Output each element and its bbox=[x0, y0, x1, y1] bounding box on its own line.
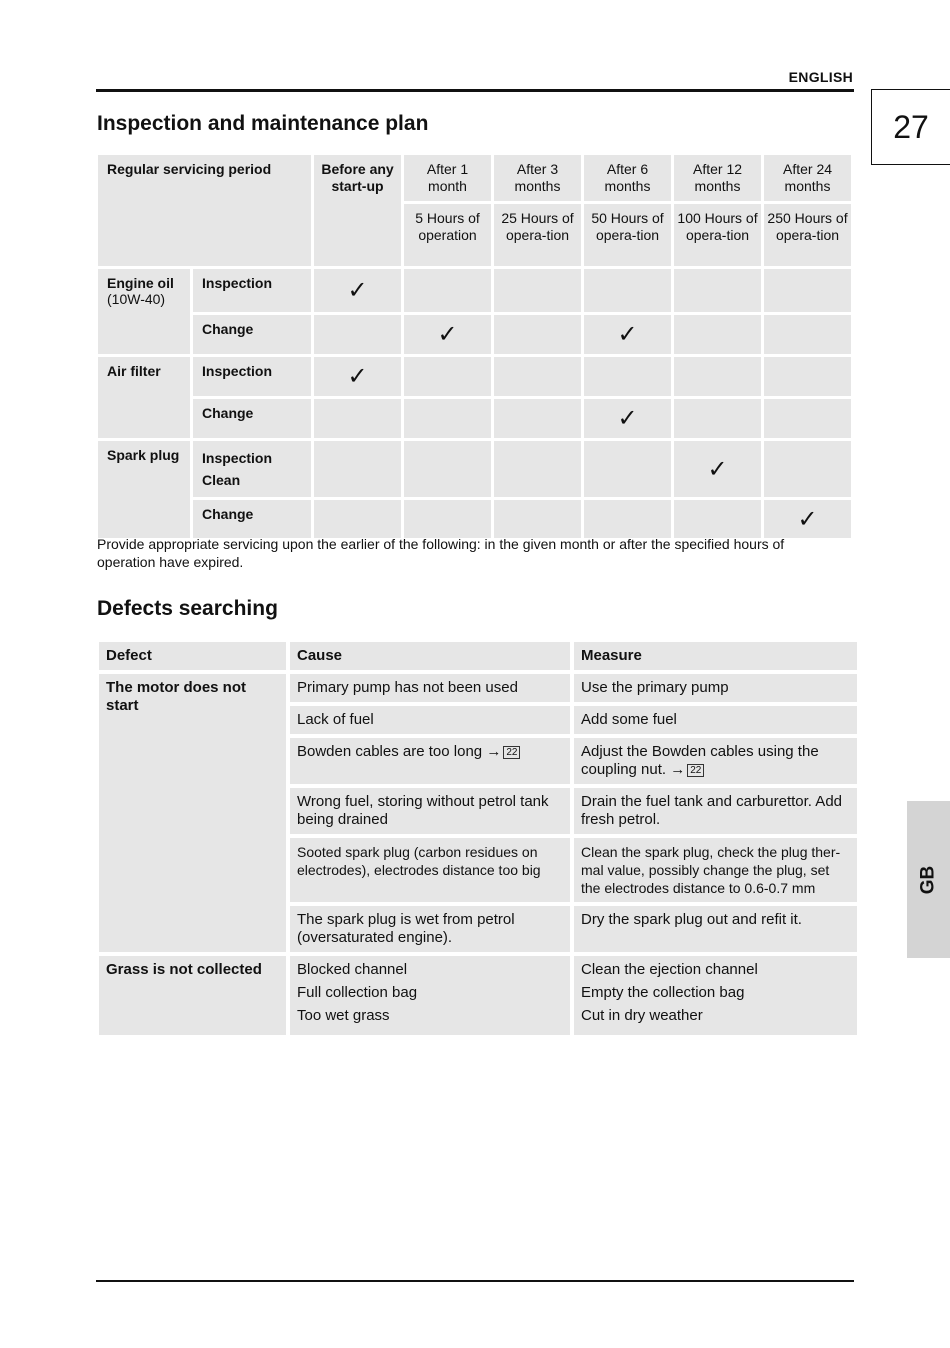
check-cell bbox=[494, 269, 581, 312]
action-inspection: Inspection bbox=[202, 450, 273, 466]
check-cell bbox=[314, 399, 401, 438]
cause-cell bbox=[290, 738, 570, 784]
defect-motor: The motor does not start bbox=[99, 674, 286, 952]
action-label: Change bbox=[193, 315, 311, 354]
check-cell bbox=[764, 357, 851, 396]
checkmark-icon: ✓ bbox=[707, 455, 728, 483]
measure-cell: Use the primary pump bbox=[574, 674, 857, 702]
check-cell bbox=[764, 500, 851, 538]
table-row bbox=[99, 674, 857, 702]
check-cell bbox=[404, 315, 491, 354]
month-header: After 1 month bbox=[404, 155, 491, 201]
hours-header: 250 Hours of opera-tion bbox=[764, 204, 851, 266]
check-cell bbox=[674, 269, 761, 312]
hours-header: 5 Hours of operation bbox=[404, 204, 491, 266]
group-engine-oil bbox=[98, 269, 190, 354]
cause-line: Too wet grass bbox=[297, 1007, 390, 1024]
check-cell bbox=[314, 441, 401, 497]
cause-cell: Wrong fuel, storing without petrol tank being drained bbox=[290, 788, 570, 834]
check-cell bbox=[314, 315, 401, 354]
check-cell bbox=[764, 269, 851, 312]
check-cell bbox=[674, 315, 761, 354]
hours-header: 50 Hours of opera-tion bbox=[584, 204, 671, 266]
side-tab bbox=[907, 801, 950, 958]
measure-cell bbox=[574, 956, 857, 1035]
check-cell bbox=[584, 500, 671, 538]
plan-row bbox=[98, 399, 851, 438]
maintenance-plan-table bbox=[95, 152, 854, 541]
check-cell bbox=[494, 500, 581, 538]
measure-line: Cut in dry weather bbox=[581, 1007, 703, 1024]
measure-text: Adjust the Bowden cables using the coupling nut. bbox=[581, 743, 819, 778]
action-label: Inspection bbox=[193, 269, 311, 312]
measure-cell: Drain the fuel tank and carburettor. Add fresh petrol. bbox=[574, 788, 857, 834]
measure-cell bbox=[574, 738, 857, 784]
hours-header: 25 Hours of opera-tion bbox=[494, 204, 581, 266]
cause-text: Bowden cables are too long bbox=[297, 743, 483, 760]
side-tab-label: GB bbox=[917, 865, 939, 894]
check-cell bbox=[584, 269, 671, 312]
group-name: Engine oil bbox=[107, 275, 174, 291]
measure-cell: Add some fuel bbox=[574, 706, 857, 734]
check-cell bbox=[494, 357, 581, 396]
plan-row bbox=[98, 269, 851, 312]
arrow-icon: → bbox=[670, 761, 686, 778]
check-cell bbox=[314, 357, 401, 396]
check-cell bbox=[494, 441, 581, 497]
checkmark-icon: ✓ bbox=[437, 321, 458, 348]
checkmark-icon: ✓ bbox=[797, 505, 818, 533]
servicing-note: Provide appropriate servicing upon the earlier of the following: in the given month or after the specified hours of operation have expired. bbox=[97, 536, 785, 570]
defects-table bbox=[95, 638, 861, 1039]
check-cell bbox=[314, 269, 401, 312]
group-spark-plug bbox=[98, 441, 190, 538]
page-ref-icon: 22 bbox=[503, 746, 520, 759]
check-cell bbox=[584, 315, 671, 354]
cause-cell: Sooted spark plug (carbon residues on electrodes), electrodes distance too big bbox=[290, 838, 570, 902]
plan-row bbox=[98, 357, 851, 396]
check-cell bbox=[404, 500, 491, 538]
period-header: Regular servicing period bbox=[98, 155, 311, 266]
check-cell bbox=[404, 399, 491, 438]
check-cell bbox=[404, 441, 491, 497]
check-cell bbox=[584, 357, 671, 396]
check-cell bbox=[404, 269, 491, 312]
check-cell bbox=[494, 399, 581, 438]
measure-header: Measure bbox=[574, 642, 857, 670]
defects-title: Defects searching bbox=[97, 597, 278, 620]
page-number: 27 bbox=[871, 89, 950, 165]
checkmark-icon: ✓ bbox=[617, 321, 638, 348]
check-cell bbox=[674, 441, 761, 497]
group-name: Air filter bbox=[107, 363, 161, 379]
month-header: After 3 months bbox=[494, 155, 581, 201]
arrow-icon: → bbox=[486, 743, 502, 760]
defect-grass: Grass is not collected bbox=[99, 956, 286, 1035]
month-header: After 6 months bbox=[584, 155, 671, 201]
page-ref-icon: 22 bbox=[687, 764, 704, 777]
group-sub: (10W-40) bbox=[107, 291, 166, 307]
check-cell bbox=[314, 500, 401, 538]
cause-line: Blocked channel bbox=[297, 961, 408, 978]
checkmark-icon: ✓ bbox=[617, 405, 638, 432]
check-cell bbox=[764, 315, 851, 354]
language-label: ENGLISH bbox=[788, 69, 853, 85]
plan-title: Inspection and maintenance plan bbox=[97, 112, 429, 135]
cause-cell: Primary pump has not been used bbox=[290, 674, 570, 702]
cause-cell: Lack of fuel bbox=[290, 706, 570, 734]
measure-line: Clean the ejection channel bbox=[581, 961, 758, 978]
action-label: Change bbox=[193, 500, 311, 538]
check-cell bbox=[674, 500, 761, 538]
check-cell bbox=[764, 399, 851, 438]
footer-rule bbox=[96, 1280, 854, 1282]
cause-cell bbox=[290, 956, 570, 1035]
check-cell bbox=[674, 357, 761, 396]
check-cell bbox=[584, 441, 671, 497]
cause-line: Full collection bag bbox=[297, 984, 418, 1001]
plan-row bbox=[98, 500, 851, 538]
measure-cell: Clean the spark plug, check the plug ther-mal value, possibly change the plug, set the electrodes distance to 0.6-0.7 mm bbox=[574, 838, 857, 902]
action-label: Inspection bbox=[193, 357, 311, 396]
checkmark-icon: ✓ bbox=[347, 363, 368, 390]
check-cell bbox=[494, 315, 581, 354]
plan-row bbox=[98, 441, 851, 497]
plan-row bbox=[98, 315, 851, 354]
measure-cell: Dry the spark plug out and refit it. bbox=[574, 906, 857, 952]
check-cell bbox=[764, 441, 851, 497]
before-startup-header: Before any start-up bbox=[314, 155, 401, 266]
cause-cell: The spark plug is wet from petrol (oversaturated engine). bbox=[290, 906, 570, 952]
measure-line: Empty the collection bag bbox=[581, 984, 745, 1001]
check-cell bbox=[674, 399, 761, 438]
header-rule bbox=[96, 89, 854, 92]
action-label bbox=[193, 441, 311, 497]
month-header: After 24 months bbox=[764, 155, 851, 201]
action-clean: Clean bbox=[202, 472, 241, 488]
month-header: After 12 months bbox=[674, 155, 761, 201]
defect-header: Defect bbox=[99, 642, 286, 670]
action-label: Change bbox=[193, 399, 311, 438]
check-cell bbox=[404, 357, 491, 396]
table-row bbox=[99, 956, 857, 1035]
group-air-filter bbox=[98, 357, 190, 438]
hours-header: 100 Hours of opera-tion bbox=[674, 204, 761, 266]
check-cell bbox=[584, 399, 671, 438]
cause-header: Cause bbox=[290, 642, 570, 670]
checkmark-icon: ✓ bbox=[347, 277, 368, 304]
group-name: Spark plug bbox=[107, 447, 180, 463]
